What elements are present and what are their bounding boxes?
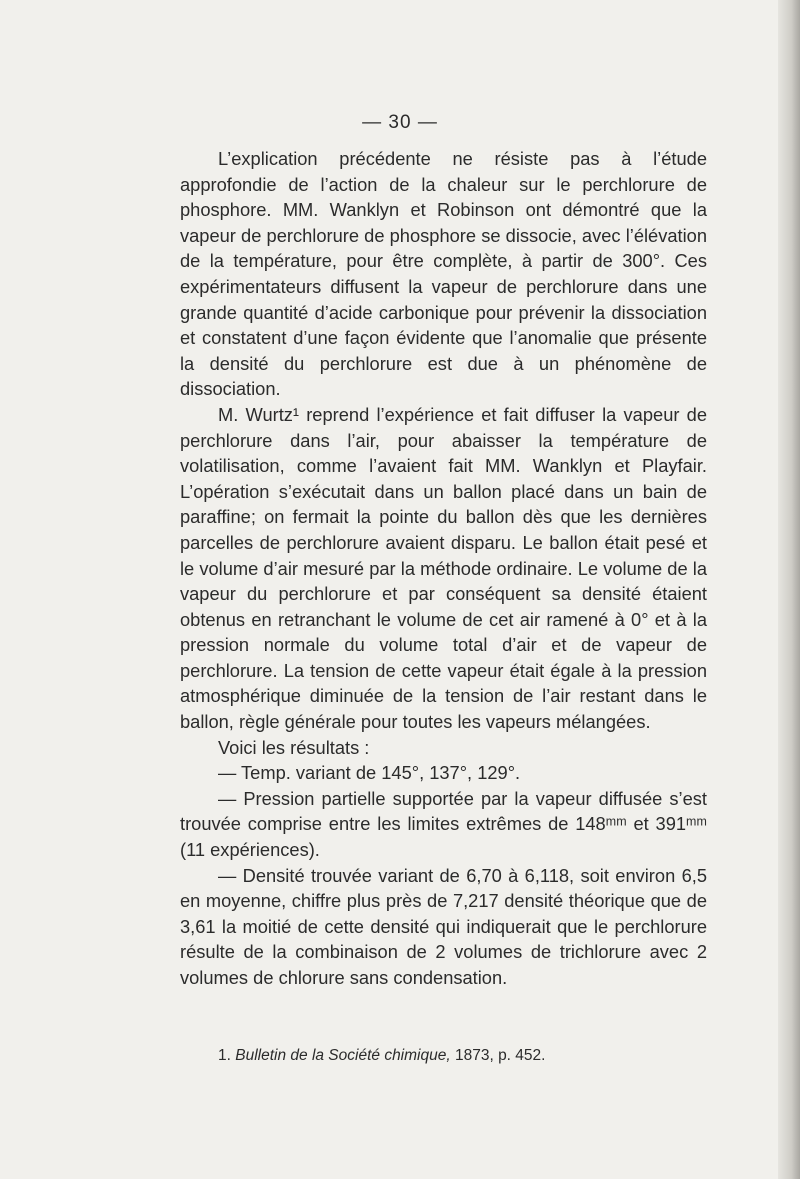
footnote [218,1046,718,1066]
paragraph-densite: — Densité trouvée variant de 6,70 à 6,118, soit environ 6,5 en moyenne, chiffre plus près de 7,217 densité théorique que de 3,61 la moitié de cette densité qui indiquerait que le perchlorure résulte de la combinaison de 2 volumes de trichlorure avec 2 volumes de chlorure sans condensation. [180,864,707,988]
footnote-number: 1. [218,1047,231,1064]
body-text [180,146,707,991]
footnote-reference: 1873, p. 452. [454,1047,546,1064]
paragraph-temperature: — Temp. variant de 145°, 137°, 129°. [218,762,521,784]
paragraph-wurtz: M. Wurtz¹ reprend l’expérience et fait diffuser la vapeur de perchlorure dans l’air, pour abaisser la température de volatilisation, comme l’avaient fait MM. Wanklyn et Playfair. L’opération s’exécutait dans un ballon placé dans un bain de paraffine; on fermait la pointe du ballon dès que les dernières parcelles de perchlorure avaient disparu. Le ballon était pesé et le volume d’air mesuré par la méthode ordinaire. Le volume de la vapeur du perchlorure et par conséquent sa densité étaient obtenus en retranchant le volume de cet air ramené à 0° et à la pression normale du volume total d’air et de vapeur de perchlorure. La tension de cette vapeur était égale à la pression atmosphérique diminuée de la tension de l’air restant dans le ballon, règle générale pour toutes les vapeurs mélangées. [180,403,707,733]
footnote-journal-title: Bulletin de la Société chimique, [235,1047,451,1064]
page-number: — 30 — [362,112,438,133]
paragraph-resultats-intro: Voici les résultats : [218,736,370,758]
paragraph-explication: L’explication précédente ne résiste pas à l’étude approfondie de l’action de la chaleur sur le perchlorure de phosphore. MM. Wanklyn et Robinson ont démontré que la vapeur de perchlorure de phosphore se dissocie, avec l’élévation de la température, pour être complète, à partir de 300°. Ces expérimentateurs diffusent la vapeur de perchlorure dans une grande quantité d’acide carbonique pour prévenir la dissociation et constatent d’une façon évidente que l’anomalie que présente la densité du perchlorure est due à un phénomène de dissociation. [180,148,707,400]
paragraph-pression: — Pression partielle supportée par la vapeur diffusée s’est trouvée comprise entre les limites extrêmes de 148ᵐᵐ et 391ᵐᵐ (11 expériences). [180,787,707,861]
page-edge-shadow [778,0,800,1179]
